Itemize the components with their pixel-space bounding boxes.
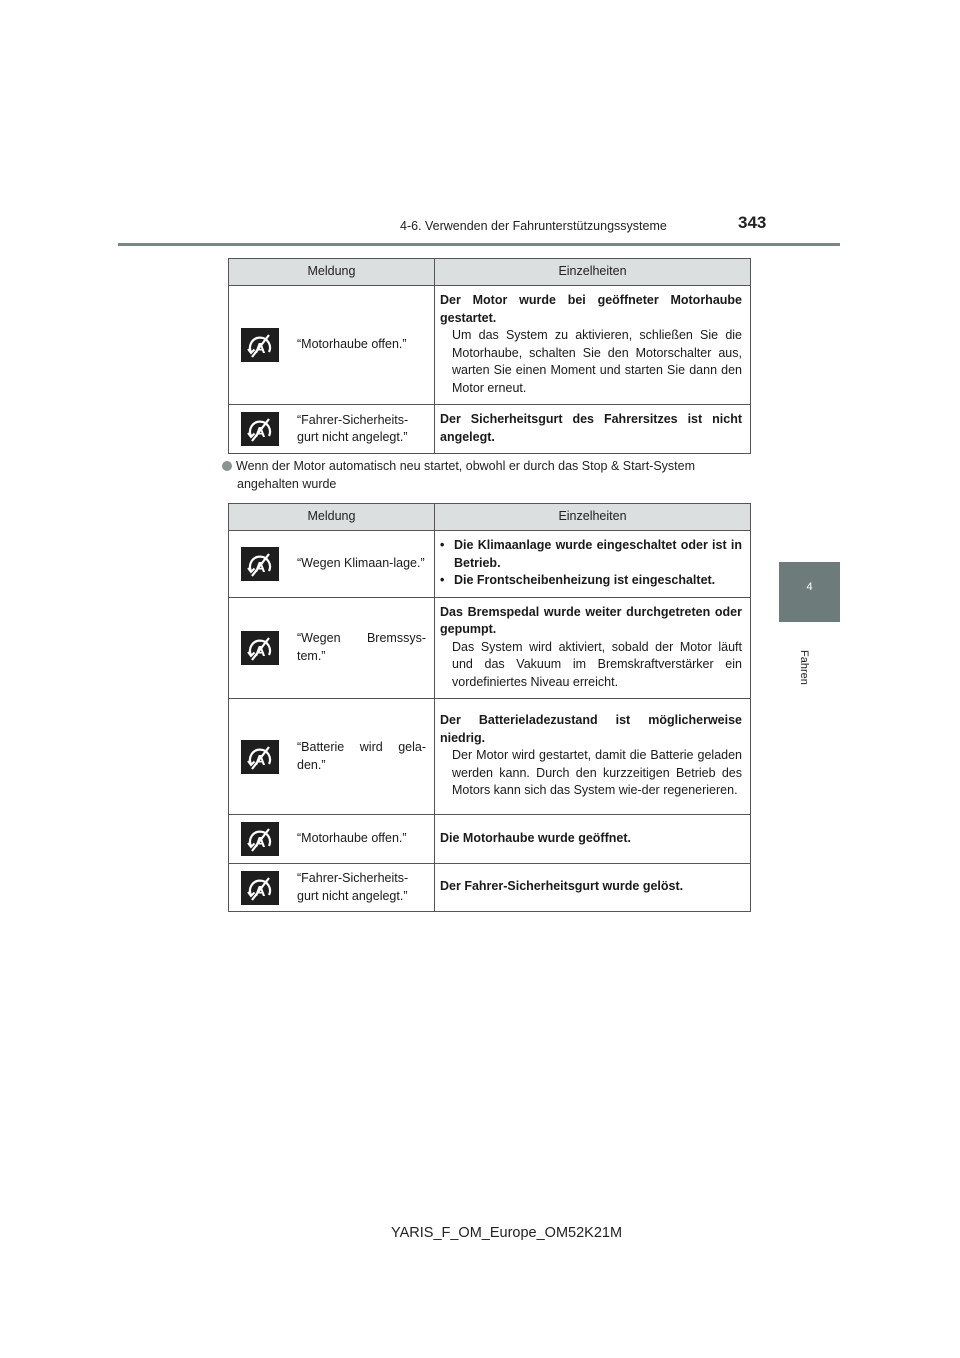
intro-line-2: angehalten wurde	[237, 476, 337, 491]
svg-text:A: A	[254, 751, 266, 769]
detail-heading: Der Sicherheitsgurt des Fahrersitzes ist nicht angelegt.	[440, 412, 742, 444]
detail-heading: Der Batterieladezustand ist möglicherweise niedrig.	[440, 713, 742, 745]
detail-heading: Die Motorhaube wurde geöffnet.	[440, 830, 631, 845]
stop-start-warning-icon	[241, 740, 279, 774]
message-text: “Batterie wird gela-den.”	[297, 740, 426, 772]
table-row	[229, 699, 751, 815]
table-row	[229, 531, 751, 598]
svg-text:A: A	[254, 424, 266, 441]
chapter-tab[interactable]	[779, 562, 840, 622]
column-header-details: Einzelheiten	[435, 504, 751, 531]
message-text: “Wegen Klimaan-lage.”	[297, 556, 425, 570]
header-divider	[118, 243, 840, 246]
stop-start-warning-icon	[241, 328, 279, 362]
bullet-dot-icon	[222, 461, 232, 471]
svg-text:A: A	[254, 340, 266, 357]
svg-text:A: A	[254, 882, 266, 900]
column-header-message: Meldung	[229, 259, 435, 286]
svg-text:A: A	[254, 834, 266, 851]
chapter-number: 4	[806, 581, 813, 593]
chapter-label: Fahren	[798, 650, 810, 685]
page-number: 343	[738, 213, 767, 232]
message-text: “Fahrer-Sicherheits-gurt nicht angelegt.”	[297, 871, 409, 903]
message-text: “Fahrer-Sicherheits-gurt nicht angelegt.”	[297, 412, 409, 444]
detail-text: Um das System zu aktivieren, schließen Sie die Motorhaube, schalten Sie den Motorschalter aus, warten Sie einen Moment und starten Sie dann den Motor erneut.	[452, 328, 742, 395]
detail-heading: Der Fahrer-Sicherheitsgurt wurde gelöst.	[440, 879, 684, 894]
detail-heading: Das Bremspedal wurde weiter durchgetreten oder gepumpt.	[440, 604, 742, 636]
detail-text: Der Motor wird gestartet, damit die Batterie geladen werden kann. Durch den kurzzeitigen Betrieb des Motors kann sich das System wie-der regenerieren.	[452, 748, 742, 798]
message-text: “Motorhaube offen.”	[297, 831, 407, 846]
column-header-message: Meldung	[229, 504, 435, 531]
detail-heading: Der Motor wurde bei geöffneter Motorhaube gestartet.	[440, 293, 742, 325]
column-header-details: Einzelheiten	[435, 259, 751, 286]
svg-text:A: A	[254, 642, 266, 660]
intro-line-1: Wenn der Motor automatisch neu startet, obwohl er durch das Stop & Start-System	[236, 459, 696, 473]
stop-start-warning-icon	[241, 822, 279, 856]
svg-text:A: A	[254, 558, 266, 576]
detail-text: Das System wird aktiviert, sobald der Motor läuft und das Vakuum im Bremskraftverstärker ein vordefiniertes Niveau erreicht.	[452, 639, 742, 689]
table-row	[229, 597, 751, 699]
intro-paragraph	[222, 458, 750, 493]
document-code: YARIS_F_OM_Europe_OM52K21M	[391, 1225, 623, 1241]
list-item: • Die Frontscheibenheizung ist eingeschaltet.	[440, 573, 716, 587]
message-table-2	[228, 503, 751, 912]
stop-start-warning-icon	[241, 871, 279, 905]
list-item: • Die Klimaanlage wurde eingeschaltet oder ist in Betrieb.	[440, 538, 742, 570]
table-row	[229, 286, 751, 405]
stop-start-warning-icon	[241, 412, 279, 446]
message-table-1	[228, 258, 751, 454]
stop-start-warning-icon	[241, 631, 279, 665]
table-row	[229, 864, 751, 912]
section-title: 4-6. Verwenden der Fahrunterstützungssysteme	[400, 219, 667, 233]
table-row	[229, 815, 751, 864]
table-row	[229, 405, 751, 454]
stop-start-warning-icon	[241, 547, 279, 581]
message-text: “Wegen Bremssys-tem.”	[297, 631, 426, 663]
message-text: “Motorhaube offen.”	[297, 337, 407, 352]
